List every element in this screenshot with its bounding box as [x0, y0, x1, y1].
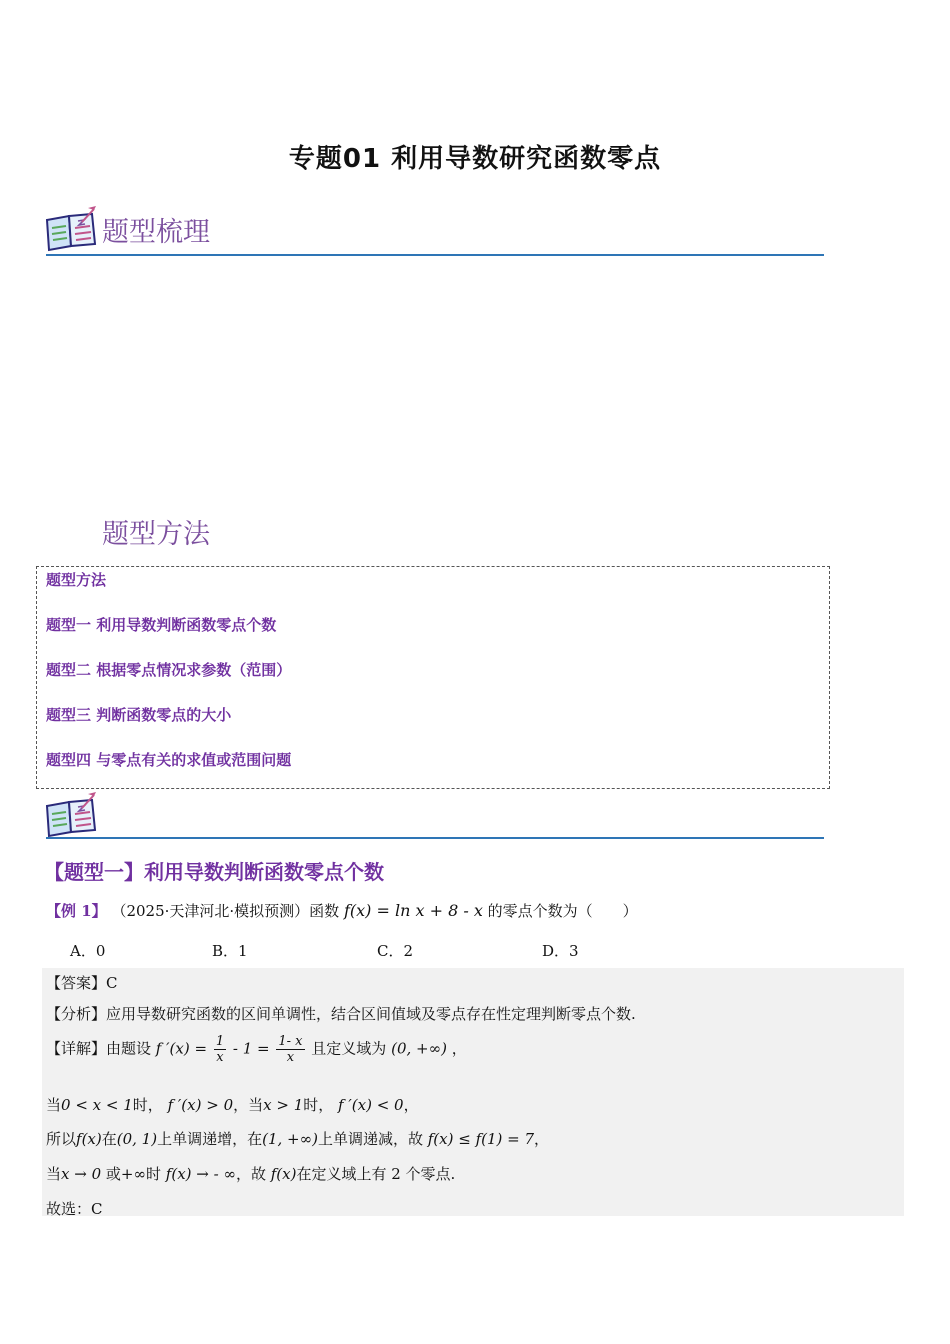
detail-line-limits: 当x → 0 或+∞时 f(x) → - ∞，故 f(x)在定义域上有 2 个零点.	[46, 1165, 456, 1183]
section-heading-methods: 题型方法	[102, 519, 210, 550]
answer-line: 【答案】C	[46, 974, 118, 992]
option-c[interactable]: C．2	[377, 942, 414, 960]
toc-item[interactable]: 题型四 与零点有关的求值或范围问题	[46, 751, 292, 769]
conclusion-line: 故选：C	[46, 1200, 103, 1218]
detail-line-sign: 当0 < x < 1时， f ′(x) > 0，当x > 1时， f ′(x) < 0，	[46, 1096, 419, 1114]
example-formula: f(x) = ln x + 8 - x	[343, 901, 483, 920]
toc-item[interactable]: 题型三 判断函数零点的大小	[46, 706, 232, 724]
topic-heading: 【题型一】利用导数判断函数零点个数	[44, 860, 384, 884]
analysis-line: 【分析】应用导数研究函数的区间单调性，结合区间值域及零点存在性定理判断零点个数.	[46, 1005, 636, 1023]
section-divider	[46, 254, 824, 256]
example-tail: 的零点个数为（ ）	[487, 902, 638, 920]
option-d[interactable]: D．3	[542, 942, 579, 960]
option-b[interactable]: B．1	[212, 942, 248, 960]
toc-header: 题型方法	[46, 571, 107, 589]
fraction: $\frac{1}{x}$	[215, 1034, 225, 1065]
page-title: 专题01 利用导数研究函数零点	[288, 144, 662, 174]
minus-one: - 1 =	[232, 1039, 270, 1058]
book-icon	[44, 792, 98, 838]
option-a[interactable]: A．0	[70, 942, 106, 960]
derivative-lhs: f ′(x) =	[155, 1039, 208, 1058]
detail-prefix: 【详解】由题设	[46, 1039, 152, 1058]
section-heading: 题型梳理	[102, 217, 210, 248]
fraction: $\frac{1- x}{x}$	[278, 1034, 303, 1065]
example-question	[46, 900, 638, 921]
detail-line-monotonic: 所以f(x)在(0, 1)上单调递增，在(1, +∞)上单调递减，故 f(x) ≤ f(1) = 7，	[46, 1130, 550, 1148]
section-divider	[46, 837, 824, 839]
toc-item[interactable]: 题型二 根据零点情况求参数（范围）	[46, 661, 292, 679]
domain: (0, +∞)	[391, 1039, 447, 1058]
toc-item[interactable]: 题型一 利用导数判断函数零点个数	[46, 616, 277, 634]
example-source: （2025·天津河北·模拟预测）函数	[111, 902, 340, 920]
detail-mid: 且定义域为	[311, 1039, 387, 1058]
detail-line: 【详解】由题设 f ′(x) = $\frac{1}{x}$ - 1 = $\frac{1- x}{x}$ 且定义域为 (0, +∞) ，	[46, 1034, 467, 1065]
example-label: 【例 1】	[46, 902, 107, 920]
book-icon	[44, 206, 98, 252]
